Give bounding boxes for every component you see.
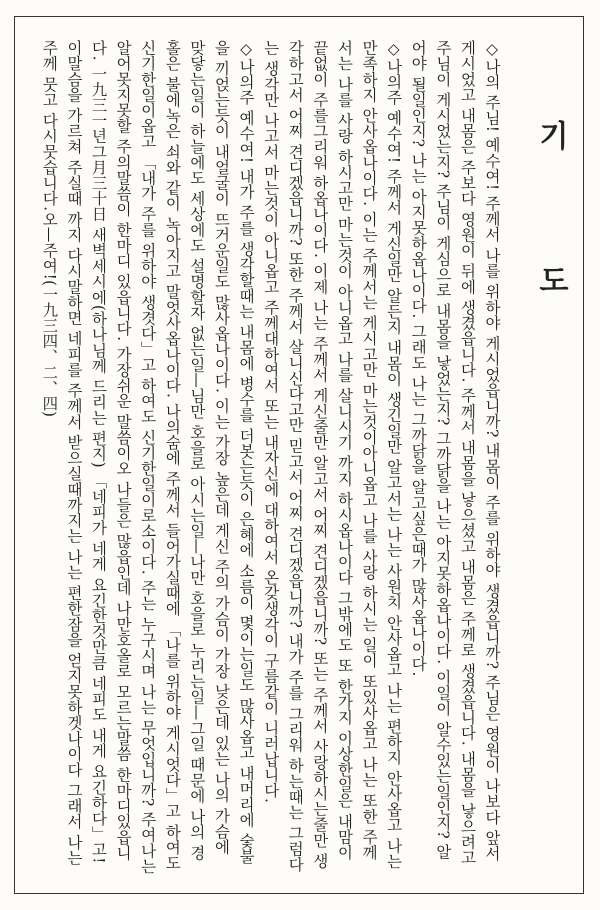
body-text <box>14 40 504 875</box>
paragraph-1: ◇나의 주님! 예수여! 주께서 나를 위하야 게시었읍니까? 내몸이 주를 위하야 생겼읍니까? 주님은 영원이 나보다 앞서 게시었고 내몸은 주보다 영원이 뒤에 생겼읍니다. 주께서 내몸을 낳으셨고 내몸은 주께로 생겼읍니다. 내몸을 낳으려고 주님이 게시었는지? 주님이 게심으로 내몸을 낳었는지? 그까닭을 나는 아지못하옵나이다. 이일이 알수있는일인지? 알어야 될일인지? 나는 아지못하옵나이다. 그래도 나는 그까닭을 알고싶은때가 많사옵나이다. <box>409 40 501 866</box>
paragraph-3: ◇나의주 예수여! 내가 주를 생각할때는 내몸에 병수를 더봇는듯이 은혜에 소름이 몇이는일도 많사옵고 내머리에 숯불을 끼얹는듯이 내얼굴이 뜨거운일도 많사옵나이다. 이는 가장 높은데 게신 주의 가슴이 가장 낮은데 있는 나의 가슴에 맞닿는일이 하늘에도 세상에도 설명할자 없는일—님만 호을로 아시는일—나만 호을로 누리는일—그일 때문에 나의 경홀은 불에녹은 쇠와 같이 녹아지고 말엇사옵나이다. 나의숨에 주께서 들어가실때에 「나를 위하야 게시엇다」고 하여도 신기한일이옵고 「내가 주를 위하야 생겻다」고 하여도 신기한일이로소이다. 주는 누구시며 나는 무엇입니까? 주여나는 알어못지못할 주의말씀이 한마디 있읍니다. 가장쉬운 말씀이오 나들은 많읍인데 나만호올로 모르는말씀 한마디있읍니다. 一九三一년그月三十日 새벽세시에(하나님께 드리는 편지) 「네피가 네게 요긴한것만큼 네피도 내게 요긴하다」고! 이말슴을 가르쳐 주실때 까지 다시말하면 네피를 주께서 받으실때까지는 나는 편한잠을 얻지못하겟나이다 그래서 나는 주께 뭇고 다시뭇습니다.오—주여!(一九三四、二、四) <box>40 40 256 874</box>
page-title: 기 도 <box>533 120 568 347</box>
paragraph-2: ◇나의주 예수여! 주께서 게신일만 알든지 내몸이 생긴일만 알고서는 나는 사원치 안사옵고 나는 편하지 안사옵고 나는 만족하지 안사옵나이다. 이는 주께서는 게시고만 마는것이아니옵고 나를 사랑 하시는 일이 또있사옵고 나는 또한 주께서는 나를 사랑 하시고만 마는것이 아니옵고 나를 살니시기 까지 하시옵나이다 그밖에도 또 한가지 이상한일은 내맘이 끝없이 주를그리워 하옵나이다. 이제 나는 주께서 게신줄만 알고서 어찌 견디겠읍니까? 또는 주께서 사랑하시는줄만 생각하고서 어찌 견디겠읍니까? 또한 주께서 살니신다고만 믿고서 어찌 견디겠읍니까? 내가 주를 그리워 하는때는 그럼다는 생각만 나고서 마는것이 아니옵고 주께대하여서 또는 내자신에 대하여서 온갖생각이 구름같이 니러납니다. <box>261 40 403 872</box>
